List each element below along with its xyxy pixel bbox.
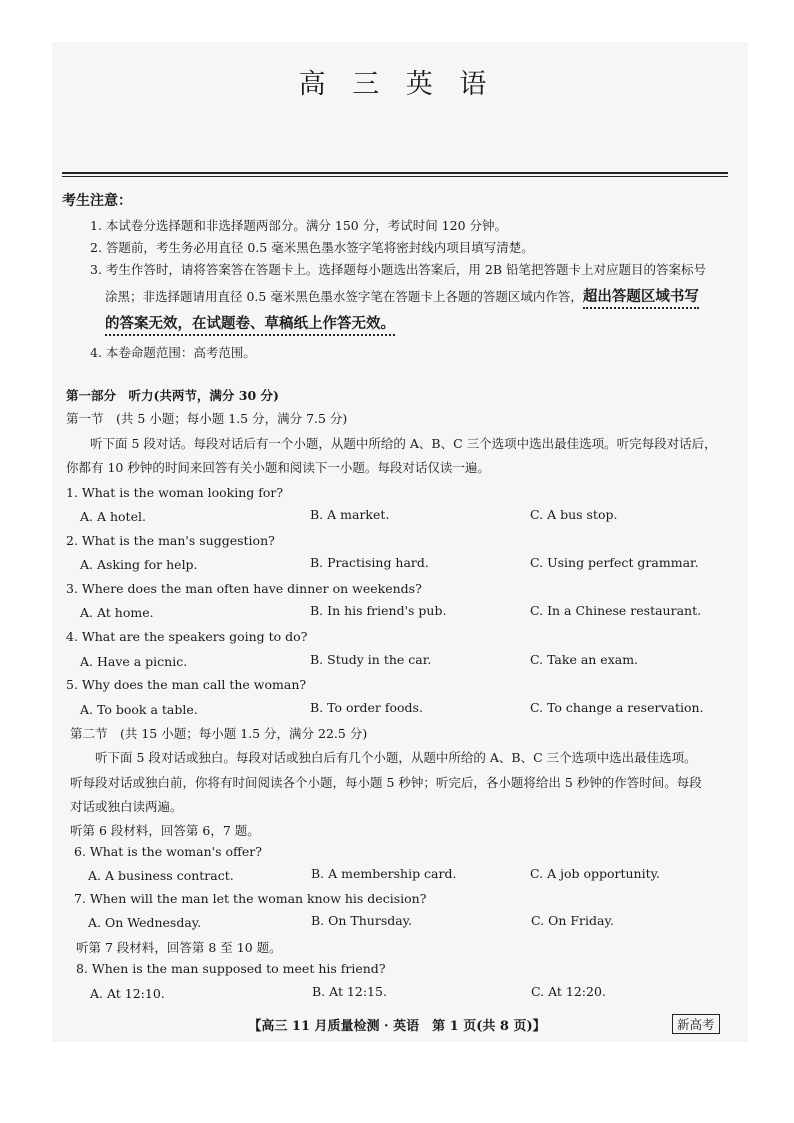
question-8: 8. When is the man supposed to meet his friend? (76, 961, 386, 976)
question-4: 4. What are the speakers going to do? (66, 629, 308, 644)
q6-option-c: C. A job opportunity. (530, 866, 660, 881)
q4-option-c: C. Take an exam. (530, 652, 639, 667)
q4-option-b: B. Study in the car. (310, 652, 432, 667)
notice-emphasis-2-text: 的答案无效，在试题卷、草稿纸上作答无效。 (105, 316, 395, 336)
q5-option-a: A. To book a table. (80, 702, 198, 717)
section2-heading: 第二节 (共 15 小题；每小题 1.5 分，满分 22.5 分) (70, 726, 368, 741)
notice-item-4: 4. 本卷命题范围：高考范围。 (90, 345, 256, 360)
q1-option-a: A. A hotel. (80, 509, 146, 524)
q8-option-a: A. At 12:10. (90, 986, 165, 1001)
section2-instruction-3: 对话或独白读两遍。 (70, 799, 183, 814)
q7-option-a: A. On Wednesday. (88, 915, 202, 930)
q1-option-b: B. A market. (310, 507, 390, 522)
material-7-label: 听第 7 段材料，回答第 8 至 10 题。 (76, 940, 282, 955)
section2-instruction-2: 听每段对话或独白前，你将有时间阅读各个小题，每小题 5 秒钟；听完后，各小题将给出 5 秒钟的作答时间。每段 (70, 775, 702, 790)
q3-option-a: A. At home. (80, 605, 154, 620)
q4-option-a: A. Have a picnic. (80, 654, 188, 669)
q8-option-b: B. At 12:15. (312, 984, 387, 999)
q5-option-b: B. To order foods. (310, 700, 423, 715)
q6-option-b: B. A membership card. (311, 866, 457, 881)
section1-instruction-2: 你都有 10 秒钟的时间来回答有关小题和阅读下一小题。每段对话仅读一遍。 (66, 460, 490, 475)
q1-option-c: C. A bus stop. (530, 507, 618, 522)
section2-instruction-1: 听下面 5 段对话或独白。每段对话或独白后有几个小题，从题中所给的 A、B、C 三个选项中选出最佳选项。 (95, 750, 697, 765)
q8-option-c: C. At 12:20. (531, 984, 606, 999)
q7-option-c: C. On Friday. (531, 913, 614, 928)
notice-item-1: 1. 本试卷分选择题和非选择题两部分。满分 150 分，考试时间 120 分钟。 (90, 218, 508, 233)
question-6: 6. What is the woman's offer? (74, 844, 262, 859)
new-gaokao-badge: 新高考 (672, 1014, 720, 1034)
notice-item-3-cont (105, 285, 699, 306)
q2-option-c: C. Using perfect grammar. (530, 555, 699, 570)
q5-option-c: C. To change a reservation. (530, 700, 704, 715)
notice-item-3-line2: 涂黑；非选择题请用直径 0.5 毫米黑色墨水签字笔在答题卡上各题的答题区域内作答， (105, 289, 583, 304)
question-5: 5. Why does the man call the woman? (66, 677, 307, 692)
material-6-label: 听第 6 段材料，回答第 6，7 题。 (70, 823, 260, 838)
part1-heading: 第一部分 听力(共两节，满分 30 分) (66, 388, 279, 403)
page-footer: 【高三 11 月质量检测 · 英语 第 1 页(共 8 页)】 (248, 1019, 546, 1034)
notice-emphasis-1: 超出答题区域书写 (583, 289, 699, 309)
notice-item-3: 3. 考生作答时，请将答案答在答题卡上。选择题每小题选出答案后，用 2B 铅笔把答题卡上对应题目的答案标号 (90, 262, 706, 277)
notice-emphasis-2 (105, 312, 395, 333)
section1-heading: 第一节 (共 5 小题；每小题 1.5 分，满分 7.5 分) (66, 411, 348, 426)
question-7: 7. When will the man let the woman know his decision? (74, 891, 427, 906)
header-rule-bottom (62, 176, 728, 177)
q2-option-b: B. Practising hard. (310, 555, 429, 570)
notice-heading: 考生注意： (62, 193, 132, 209)
q2-option-a: A. Asking for help. (80, 557, 198, 572)
header-rule-top (62, 172, 728, 174)
q6-option-a: A. A business contract. (88, 868, 234, 883)
section1-instruction-1: 听下面 5 段对话。每段对话后有一个小题，从题中所给的 A、B、C 三个选项中选出最佳选项。听完每段对话后， (90, 436, 717, 451)
q3-option-c: C. In a Chinese restaurant. (530, 603, 702, 618)
question-3: 3. Where does the man often have dinner on weekends? (66, 581, 422, 596)
notice-item-2: 2. 答题前，考生务必用直径 0.5 毫米黑色墨水签字笔将密封线内项目填写清楚。 (90, 240, 534, 255)
question-2: 2. What is the man's suggestion? (66, 533, 275, 548)
question-1: 1. What is the woman looking for? (66, 485, 284, 500)
page-title: 高 三 英 语 (298, 69, 496, 100)
q7-option-b: B. On Thursday. (311, 913, 413, 928)
q3-option-b: B. In his friend's pub. (310, 603, 447, 618)
